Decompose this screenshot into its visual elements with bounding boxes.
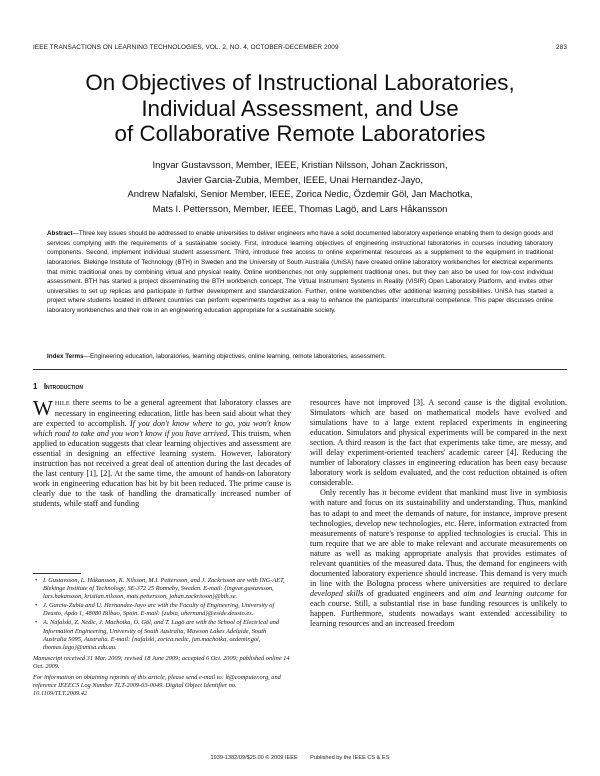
small-caps-word: HILE: [54, 400, 70, 407]
reprint-info: For information on obtaining reprints of this article, please send e-mail to: lt@computer.org, and reference IEEECS Log Number TLT-2009-03-0049. Digital Object Identifier no. 10.1109/TLT.2009.42: [33, 674, 281, 698]
index-terms-text: —Engineering education, laboratories, learning objectives, online learning, remote laboratories, assessment.: [83, 353, 386, 360]
body-paragraph: Only recently has it become evident that mankind must live in symbiosis with nature and focus on its sustainability and understanding. Thus, mankind has to adapt to and meet the demands of nature, for instance, improve present technologies, develop new technologies, etc. Here, information extracted from measurements of nature's response to applied technologies is crucial. This in turn require that we are able to make relevant and accurate measurements on nature as well as making appropriate analysis that provides estimates of relevant quantities of the measured data. Thus, the demand for engineers with documented laboratory experience should increase. This demand is very much in line with the Bologna process where universities are required to declare developed skills of graduated engineers and aim and learning outcome for each course. Still, a substantial rise in base funding resources is unlikely to happen. Furthermore, students nowadays want extended accessibility to learning resources and an increased freedom: [310, 488, 567, 629]
emphasis-text: aim and learning outcome: [463, 588, 554, 598]
author-line: Ingvar Gustavsson, Member, IEEE, Kristian Nilsson, Johan Zackrisson,: [152, 159, 448, 170]
footnotes: [33, 577, 291, 698]
drop-cap: W: [33, 396, 53, 420]
footnote-affiliation: • J. Garcia-Zubia and U. Hernandez-Jayo are with the Faculty of Engineering, University of Deusto, Apdo 1, 48080 Bilbao, Spain. E-mail: {zubia, uhernand}@eside.deusto.es.: [35, 602, 275, 618]
abstract: [47, 229, 553, 316]
author-line: Andrew Nafalski, Senior Member, IEEE, Zorica Nedic, Özdemir Göl, Jan Machotka,: [127, 188, 473, 200]
intro-text: . This truism, when applied to education suggests that clear learning objectives and assessment are essential in designing an effective learning system. However, laboratory instruction has not received a great deal of attention during the last decades of the last century [1], [2]. At the same time, the amount of hands-on laboratory work in engineering education has bit by bit been reduced. The prime cause is clearly due to the task of handling the dramatically increased number of students, while staff and funding: [33, 429, 291, 509]
body-column-left: [33, 398, 291, 510]
running-header: [33, 44, 567, 56]
title-line: of Collaborative Remote Laboratories: [114, 121, 486, 146]
journal-info: IEEE TRANSACTIONS ON LEARNING TECHNOLOGIES, VOL. 2, NO. 4, OCTOBER-DECEMBER 2009: [33, 44, 339, 51]
intro-paragraph: [33, 398, 291, 510]
footnote-rule: [33, 573, 81, 574]
emphasis-text: developed skills: [310, 588, 364, 598]
section-divider: [33, 369, 567, 370]
intro-paragraph-continued: resources have not improved [3]. A second cause is the digital evolution. Simulators which are based on mathematical models have evolved and simulations have to a large extent replaced experiments in engineering education. Simulators and physical experiments will be compared in the next section. A third reason is the fact that experiments take time, are messy, and will delay experiment-oriented teachers' academic career [4]. Reducing the number of laboratory classes in engineering education has been easy because laboratory work is seldom evaluated, and the cost reduction obtained is often considerable.: [310, 398, 567, 488]
index-terms: [47, 352, 553, 362]
author-list: [40, 158, 560, 216]
footnote-affiliation: • A. Nafalski, Z. Nedic, J. Machotka, Ö. Göl, and T. Lagö are with the School of Electrical and Information Engineering, University of South Australia, Mawson Lakes Adelaide, South Australia 5095, Australia. E-mail: {nafalski, zorica.nedic, jan.machotka, ozdemir.gol, thomas.lago}@unisa.edu.au.: [35, 619, 280, 651]
publication-footer: 1939-1382/09/$25.00 © 2009 IEEE Published by the IEEE CS & ES: [210, 755, 390, 761]
title-line: Individual Assessment, and Use: [141, 95, 459, 121]
paper-title: [30, 70, 570, 147]
intro-text: there seems to be a general agreement that laboratory classes are necessary in engineering education, little has been said about what they are expected to accomplish.: [33, 398, 291, 429]
body-column-right: [310, 398, 567, 629]
section-number: 1: [33, 382, 38, 391]
footnote-affiliation: • I. Gustavsson, L. Håkansson, K. Nilsson, M.I. Pettersson, and J. Zackrisson are with ING-AET, Blekinge Institute of Technology, SE-372 25 Ronneby, Sweden. E-mail: {ingvar.gustavsson, lars.hakansson, kristian.nilsson, mats.pettersson, johan.zackrisson}@bth.se.: [35, 577, 285, 601]
section-title: Introduction: [43, 382, 83, 391]
page-number: 283: [556, 44, 567, 51]
manuscript-dates: Manuscript received 31 Mar. 2009; revised 18 June 2009; accepted 6 Oct. 2009; published online 14 Oct. 2009.: [33, 654, 290, 670]
abstract-text: —Three key issues should be addressed to enable universities to deliver engineers who have a solid documented laboratory experience enabling them to design goods and services complying with the requirements of a sustainable society. First, introduce learning objectives of engineering instructional laboratories in courses including laboratory components. Second, implement individual student assessment. Third, introduce free access to online experimental resources as a supplement to the equipment in traditional laboratories. Blekinge Institute of Technology (BTH) in Sweden and the University of South Australia (UniSA) have created online laboratory workbenches for electrical experiments that mimic traditional ones by combining virtual and physical reality. Online workbenches not only supplement traditional ones, but they can also be used for low-cost individual assessment. BTH has started a project disseminating the BTH workbench concept, The Virtual Instrument Systems in Reality (VISIR) Open Laboratory Platform, and invites other universities to set up replicas and participate in further development and standardization. Further, online workbenches offer additional learning possibilities. UniSA has started a project where students located in different countries can perform experiments together as a way to enhance the participants' intercultural competence. This paper discusses online laboratory workbenches and their role in an engineering education appropriate for a sustainable society.: [47, 230, 553, 314]
author-line: Mats I. Pettersson, Member, IEEE, Thomas Lagö, and Lars Håkansson: [152, 202, 448, 214]
abstract-label: Abstract: [47, 230, 73, 237]
section-heading: [33, 382, 83, 391]
index-terms-label: Index Terms: [47, 353, 84, 360]
intro-quote: If you don't know where to go, you won't know which road to take and you won't know if you have arrived: [33, 419, 291, 439]
title-line: On Objectives of Instructional Laboratories,: [85, 70, 515, 95]
author-line: Javier Garcia-Zubia, Member, IEEE, Unai Hernandez-Jayo,: [177, 173, 423, 185]
